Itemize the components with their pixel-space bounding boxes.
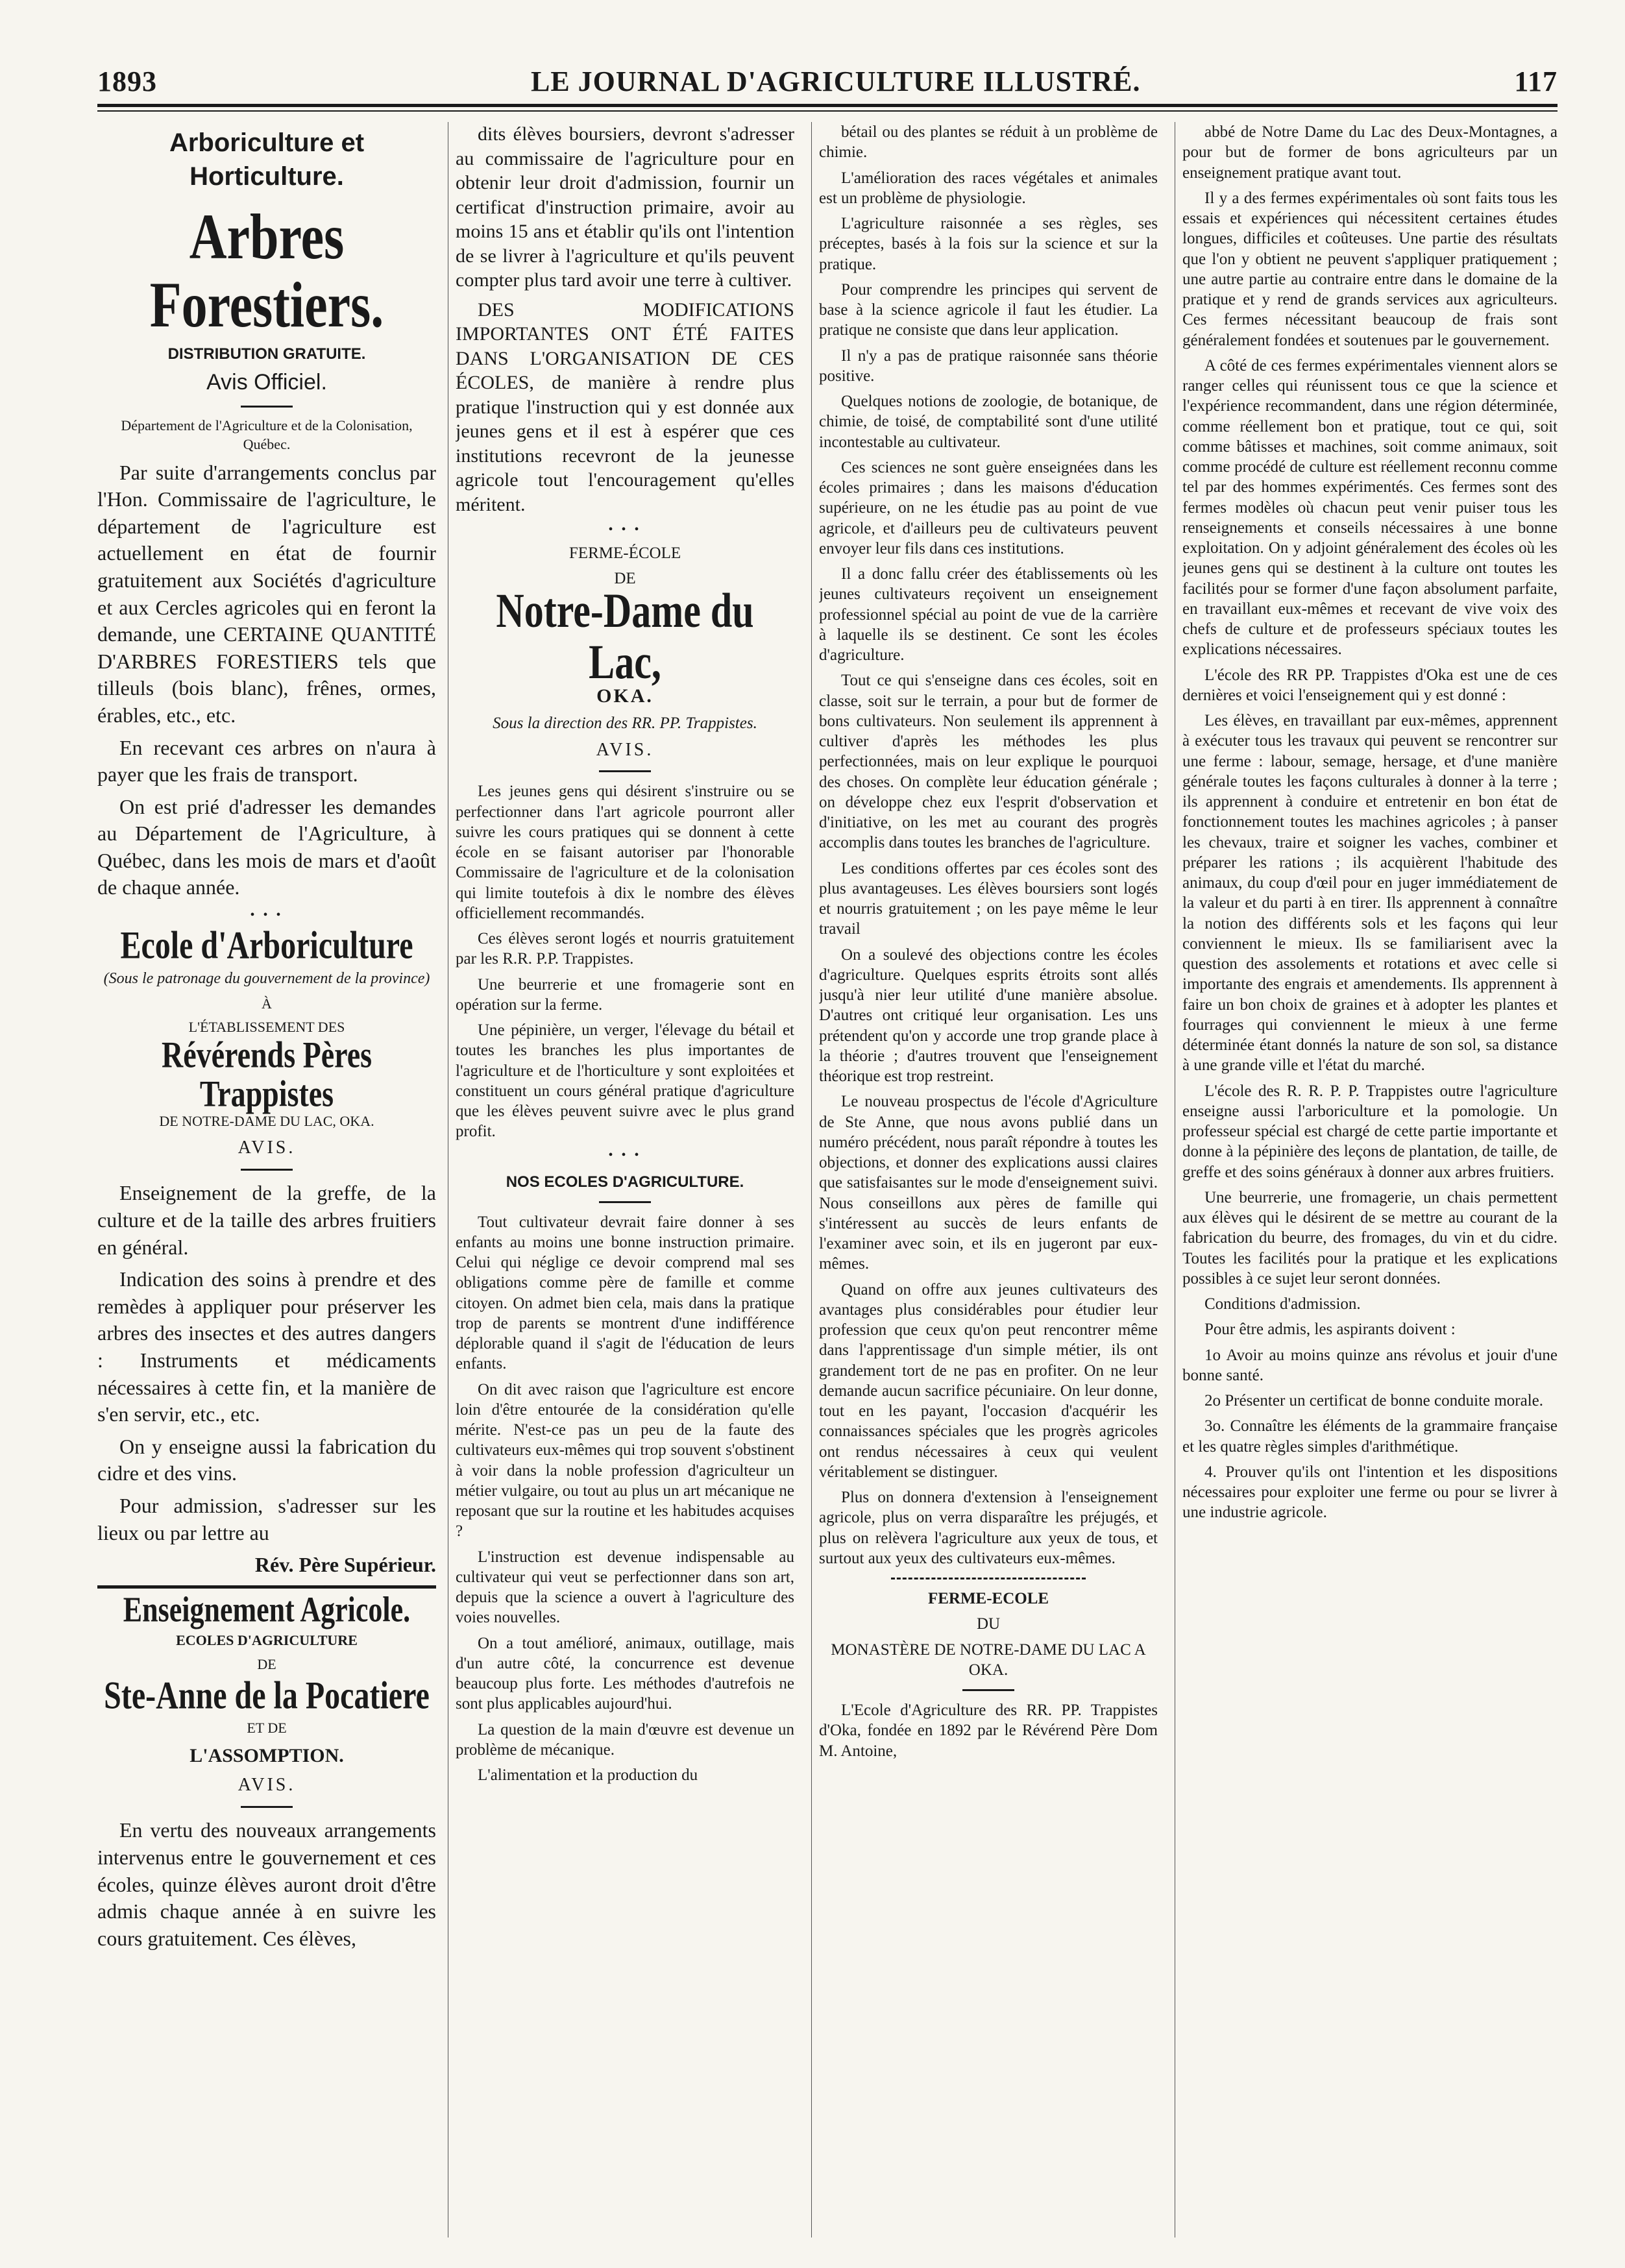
- article-headline: Ste-Anne de la Pocatiere: [104, 1674, 430, 1718]
- column-1: [97, 122, 436, 2238]
- paragraph: L'école des R. R. P. P. Trappistes outre l'agriculture enseigne aussi l'arboriculture et la pomologie. Un professeur spécial est chargé de cette partie importante et donne à la pépinière des leçons de plantation, de taille, de greffe et des soins généraux à donner aux arbres fruitiers.: [1182, 1082, 1558, 1181]
- paragraph: On est prié d'adresser les demandes au Département de l'Agriculture, à Québec, dans les mois de mars et d'août de chaque année.: [97, 794, 436, 899]
- paragraph: Pour admission, s'adresser sur les lieux ou par lettre au: [97, 1493, 436, 1544]
- paragraph: bétail ou des plantes se réduit à un problème de chimie.: [819, 123, 1158, 162]
- divider: [962, 1689, 1014, 1691]
- paragraph: L'instruction est devenue indispensable au cultivateur qui veut se perfectionner dans son art, depuis que la science a ouvert à l'agriculture des voies nouvelles.: [456, 1548, 794, 1627]
- paragraph: En recevant ces arbres on n'aura à payer que les frais de transport.: [97, 735, 436, 786]
- divider: [241, 1806, 293, 1808]
- caption: ECOLES D'AGRICULTURE: [176, 1631, 358, 1648]
- dept-line: Département de l'Agriculture et de la Colonisation, Québec.: [121, 417, 413, 452]
- section-heading: Arboriculture et Horticulture.: [169, 128, 365, 191]
- paragraph: dits élèves boursiers, devront s'adresser au commissaire de l'agriculture pour en obtenir leur droit d'admission, fournir un certificat d'instruction primaire, avoir au moins 15 ans et établir qu'ils ont l'intention de se livrer à l'agriculture et qu'ils peuvent compter plus tard avoir une terre à cultiver.: [456, 123, 794, 291]
- paragraph: Plus on donnera d'extension à l'enseignement agricole, plus on verra disparaître les préjugés, et plus on relèvera l'agriculture aux yeux de tous, et surtout aux yeux des cultivateurs eux-mêmes.: [819, 1489, 1158, 1567]
- paragraph: Les élèves, en travaillant par eux-mêmes, apprennent à exécuter tous les travaux qui peuvent se rencontrer sur une ferme : labour, semage, hersage, et d'une manière générale toutes les façons culturales à donner à la terre ; ils apprennent à conduire et entretenir en bon état de fonctionnement toutes les machines agricoles ; à panser les chevaux, traire et soigner les vaches, combiner et préparer les rations ; ils acquièrent l'habitude des animaux, du coup d'œil pour en juger immédiatement de la valeur et du parti à en tirer. Ils apprennent à connaître la notion des différents sols et les façons qui leur conviennent le mieux. Ils se familiarisent avec la question des assolements et rotations et avec celle si importante des engrais et amendements. Ils apprennent à faire un bon choix de graines et à adopter les plantes et fourrages qui conviennent le mieux à une ferme déterminée étant donnés la nature de son sol, sa distance à une grande ville et l'état du marché.: [1182, 712, 1558, 1075]
- paragraph: La question de la main d'œuvre est devenue un problème de mécanique.: [456, 1720, 794, 1759]
- column-3: [819, 122, 1158, 2238]
- caption: L'ÉTABLISSEMENT DES: [188, 1019, 345, 1036]
- article-headline: Révérends Pères Trappistes: [161, 1034, 373, 1115]
- article-headline: Enseignement Agricole.: [123, 1589, 411, 1629]
- page-header: [97, 60, 1558, 103]
- header-rule-thin: [97, 110, 1558, 112]
- paragraph: Il y a des fermes expérimentales où sont faits tous les essais et expériences qui nécessitent certaines études longues, difficiles et coûteuses. Une partie des résultats que l'on y obtient ne peuvent s'appliquer pratiquement ; une autre partie au contraire entre dans le domaine de la pratique et y rend de grands services aux agriculteurs. Ces fermes nécessitant beaucoup de frais sont généralement fondées et soutenues par le gouvernement.: [1182, 189, 1558, 349]
- article-headline: Notre-Dame du Lac,: [496, 583, 754, 689]
- paragraph: L'alimentation et la production du: [478, 1766, 698, 1784]
- paragraph: Indication des soins à prendre et des remèdes à appliquer pour préserver les arbres des insectes et des autres dangers : Instruments et médicaments nécessaires à cette fin, et la manière de s'en servir, etc., etc.: [97, 1267, 436, 1426]
- caption: Sous la direction des RR. PP. Trappistes.: [493, 714, 757, 732]
- ornament: • • •: [250, 908, 284, 923]
- paragraph: Quand on offre aux jeunes cultivateurs des avantages plus considérables pour étudier leur profession que ceux qu'on peut rencontrer même dans l'apprentissage d'un simple métier, ils ont grandement tort de ne pas en profiter. On ne leur demande aucun sacrifice pécuniaire. On leur donne, tout en les payant, l'occasion d'acquérir les connaissances spéciales que les progrès agricoles ont rendus nécessaires à ceux qui veulent véritablement se distinguer.: [819, 1280, 1158, 1481]
- caption: MONASTÈRE DE NOTRE-DAME DU LAC A OKA.: [831, 1640, 1146, 1679]
- divider: [241, 406, 293, 408]
- header-year: 1893: [97, 65, 157, 97]
- paragraph: Il n'y a pas de pratique raisonnée sans théorie positive.: [819, 347, 1158, 385]
- subheading: Avis Officiel.: [206, 370, 327, 395]
- caption: DU: [976, 1615, 1001, 1633]
- paragraph: Les jeunes gens qui désirent s'instruire ou se perfectionner dans l'art agricole pourront aller suivre les cours pratiques qui se donnent à cette école en se faisant autoriser par l'honorable Commissaire de l'agriculture et de la colonisation qui limite toutefois à dix le nombre des élèves officiellement recommandés.: [456, 783, 794, 922]
- paragraph: Pour être admis, les aspirants doivent :: [1204, 1321, 1456, 1339]
- divider: [241, 1169, 293, 1171]
- paragraph: Ces sciences ne sont guère enseignées dans les écoles primaires ; dans les maisons d'éducation supérieure, on ne les étudie pas au point de vue agricole, et d'ailleurs peu de cultivateurs peuvent envoyer leur fils dans ces institutions.: [819, 458, 1158, 557]
- caption: DE: [257, 1655, 276, 1672]
- list-item: 2o Présenter un certificat de bonne conduite morale.: [1204, 1392, 1544, 1409]
- paragraph: L'amélioration des races végétales et animales est un problème de physiologie.: [819, 169, 1158, 207]
- ornament: • • •: [608, 522, 642, 537]
- paragraph: On a tout amélioré, animaux, outillage, mais d'un autre côté, la concurrence est devenue beaucoup plus forte. Les méthodes d'autrefois ne sont plus applicables aujourd'hui.: [456, 1634, 794, 1713]
- paragraph: Une pépinière, un verger, l'élevage du bétail et toutes les branches les plus importantes de l'agriculture et de l'horticulture y sont exploitées et constituent un cours général pratique d'agriculture que les élèves peuvent suivre avec le plus grand profit.: [456, 1021, 794, 1141]
- paragraph: L'école des RR PP. Trappistes d'Oka est une de ces dernières et voici l'enseignement qui y est donné :: [1182, 666, 1558, 704]
- paragraph: abbé de Notre Dame du Lac des Deux-Montagnes, a pour but de former de bons agriculteurs par un enseignement pratique avant tout.: [1182, 123, 1558, 182]
- list-item: 4. Prouver qu'ils ont l'intention et les dispositions nécessaires pour exploiter une ferme ou pour se livrer à une industrie agricole.: [1182, 1463, 1558, 1522]
- column-divider: [811, 122, 812, 2238]
- caption: ET DE: [247, 1720, 287, 1737]
- paragraph: Une beurrerie, une fromagerie, un chais permettent aux élèves qui le désirent de se mettre au courant de la fabrication du beurre, des fromages, du vin et du cidre. Toutes les facilités pour la pratique et les explications possibles à ce sujet leur seront données.: [1182, 1188, 1558, 1287]
- header-rule: [97, 104, 1558, 107]
- paragraph: Les conditions offertes par ces écoles sont des plus avantageuses. Les élèves boursiers sont logés et nourris gratuitement ; on les paye même le leur travail: [819, 859, 1158, 938]
- avis-label: AVIS.: [238, 1775, 296, 1796]
- paragraph: En vertu des nouveaux arrangements intervenus entre le gouvernement et ces écoles, quinze élèves auront droit d'être admis chaque année à en suivre les cours gratuitement. Ces élèves,: [97, 1818, 436, 1950]
- paragraph: Conditions d'admission.: [1204, 1295, 1361, 1313]
- paragraph: On y enseigne aussi la fabrication du cidre et des vins.: [97, 1434, 436, 1485]
- paragraph: Enseignement de la greffe, de la culture et de la taille des arbres fruitiers en général.: [97, 1181, 436, 1259]
- paragraph: Il a donc fallu créer des établissements où les jeunes cultivateurs reçoivent un enseignement professionnel spécial au point de vue de la carrière à laquelle ils se destinent. Ce sont les écoles d'agriculture.: [819, 565, 1158, 664]
- paragraph: L'agriculture raisonnée a ses règles, ses préceptes, basés à la fois sur la science et sur la pratique.: [819, 215, 1158, 273]
- paragraph: Pour comprendre les principes qui servent de base à la science agricole il faut les étudier. La pratique ne consiste que dans leur application.: [819, 280, 1158, 339]
- paragraph: Tout ce qui s'enseigne dans ces écoles, soit en classe, soit sur le terrain, a pour but de former de bons cultivateurs. Non seulement ils apprennent à cultiver d'après les méthodes les plus perfectionnées, mais on leur explique le pourquoi des choses. On complète leur éducation générale ; on développe chez eux l'esprit d'observation et d'initiative, on les met au courant des progrès accomplis dans toutes les branches de l'agriculture.: [819, 672, 1158, 852]
- paragraph: On a soulevé des objections contre les écoles d'agriculture. Quelques esprits étroits sont allés jusqu'à nier leur utilité d'une manière absolue. D'autres ont critiqué leur organisation. Les uns prétendent qu'on y accorde une trop grande place à la théorie ; d'autres trouvent que l'enseignement théorique est trop restreint.: [819, 945, 1158, 1085]
- avis-label: AVIS.: [238, 1138, 296, 1158]
- article-headline: Arbres Forestiers.: [149, 201, 384, 341]
- article-headline: Ecole d'Arboriculture: [120, 924, 413, 968]
- ornament: • • •: [608, 1147, 642, 1162]
- paragraph: Tout cultivateur devrait faire donner à ses enfants au moins une bonne instruction primaire. Celui qui néglige ce devoir comprend mal ses obligations comme père de famille et comme citoyen. On admet bien cela, mais dans la pratique trop de parents se montrent d'une indifférence déplorable quand il s'agit de l'éducation de leurs enfants.: [456, 1213, 794, 1373]
- column-2: [456, 122, 794, 2238]
- caption: À: [262, 995, 272, 1012]
- subheading: DISTRIBUTION GRATUITE.: [167, 345, 366, 363]
- column-4: [1182, 122, 1558, 2238]
- paragraph: Quelques notions de zoologie, de botanique, de chimie, de toisé, de comptabilité sont d'une utilité incontestable au cultivateur.: [819, 393, 1158, 451]
- paragraph: On dit avec raison que l'agriculture est encore loin d'être entourée de la considération qu'elle mérite. N'est-ce pas un peu de la faute des cultivateurs eux-mêmes qui trop souvent s'obstinent à voir dans la noble profession d'agriculteur un métier vulgaire, ou tout au plus un art mécanique ne reposant que sur la routine et les habitudes acquises ?: [456, 1380, 794, 1541]
- caption: L'ASSOMPTION.: [189, 1745, 344, 1767]
- section-rule: [97, 1585, 436, 1589]
- article-headline: NOS ECOLES D'AGRICULTURE.: [506, 1173, 744, 1191]
- caption: DE NOTRE-DAME DU LAC, OKA.: [159, 1113, 374, 1130]
- caption: FERME-ECOLE: [927, 1590, 1049, 1607]
- caption: FERME-ÉCOLE: [568, 544, 681, 562]
- header-page-number: 117: [1514, 65, 1558, 97]
- list-item: 1o Avoir au moins quinze ans révolus et jouir d'une bonne santé.: [1182, 1346, 1558, 1384]
- signature: Rév. Père Supérieur.: [254, 1553, 436, 1577]
- paragraph: A côté de ces fermes expérimentales viennent alors se ranger celles qui réunissent tous ce que la science et l'expérience recommandent, dans une région déterminée, comme réellement bon et pratique, tout ce qui, soit comme bâtisses et machines, soit comme animaux, soit comme procédé de culture est réellement reconnu comme tel par des hommes expérimentés. Ces fermes sont des fermes modèles où chacun peut venir puiser tous les renseignements et conseils nécessaires à une bonne exploitation. On y adjoint généralement des écoles où les jeunes gens qui se destinent à la culture ont toutes les facilités pour se former d'une façon absolument parfaite, en travaillant eux-mêmes et recevant de vive voix des chefs de culture et de professeurs spéciaux toutes les explications nécessaires.: [1182, 356, 1558, 659]
- header-title: LE JOURNAL D'AGRICULTURE ILLUSTRÉ.: [530, 65, 1141, 97]
- divider: [599, 770, 651, 772]
- divider: [891, 1578, 1086, 1579]
- caption: OKA.: [596, 685, 654, 707]
- paragraph: Ces élèves seront logés et nourris gratuitement par les R.R. P.P. Trappistes.: [456, 930, 794, 968]
- paragraph: DES MODIFICATIONS IMPORTANTES ONT ÉTÉ FAITES DANS L'ORGANISATION DE CES ÉCOLES, de manière à rendre plus pratique l'instruction qui y est donnée aux jeunes gens et il est à espérer que ces institutions recevront de la jeunesse agricole tout l'encouragement qu'elles méritent.: [456, 299, 794, 515]
- list-item: 3o. Connaître les éléments de la grammaire française et les quatre règles simples d'arithmétique.: [1182, 1417, 1558, 1456]
- paragraph: Le nouveau prospectus de l'école d'Agriculture de Ste Anne, que nous avons publié dans un numéro précédent, nous paraît répondre à toutes les objections, et donner des explications aussi claires que satisfaisantes sur le mode d'enseignement suivi. Nous conseillons aux pères de famille qui s'intéressent au succès de leurs enfants de l'examiner avec soin, et ils en jugeront par eux-mêmes.: [819, 1093, 1158, 1273]
- avis-label: AVIS.: [596, 740, 654, 761]
- caption: DE: [614, 570, 636, 588]
- paragraph: Une beurrerie et une fromagerie sont en opération sur la ferme.: [456, 975, 794, 1014]
- paragraph: L'Ecole d'Agriculture des RR. PP. Trappistes d'Oka, fondée en 1892 par le Révérend Père Dom M. Antoine,: [819, 1701, 1158, 1760]
- caption: (Sous le patronage du gouvernement de la province): [103, 970, 430, 988]
- divider: [599, 1201, 651, 1203]
- paragraph: Par suite d'arrangements conclus par l'Hon. Commissaire de l'agriculture, le département de l'agriculture est actuellement en état de fournir gratuitement aux Sociétés d'agriculture et aux Cercles agricoles qui en feront la demande, une CERTAINE QUANTITÉ D'ARBRES FORESTIERS tels que tilleuls (bois blanc), frênes, ormes, érables, etc., etc.: [97, 460, 436, 727]
